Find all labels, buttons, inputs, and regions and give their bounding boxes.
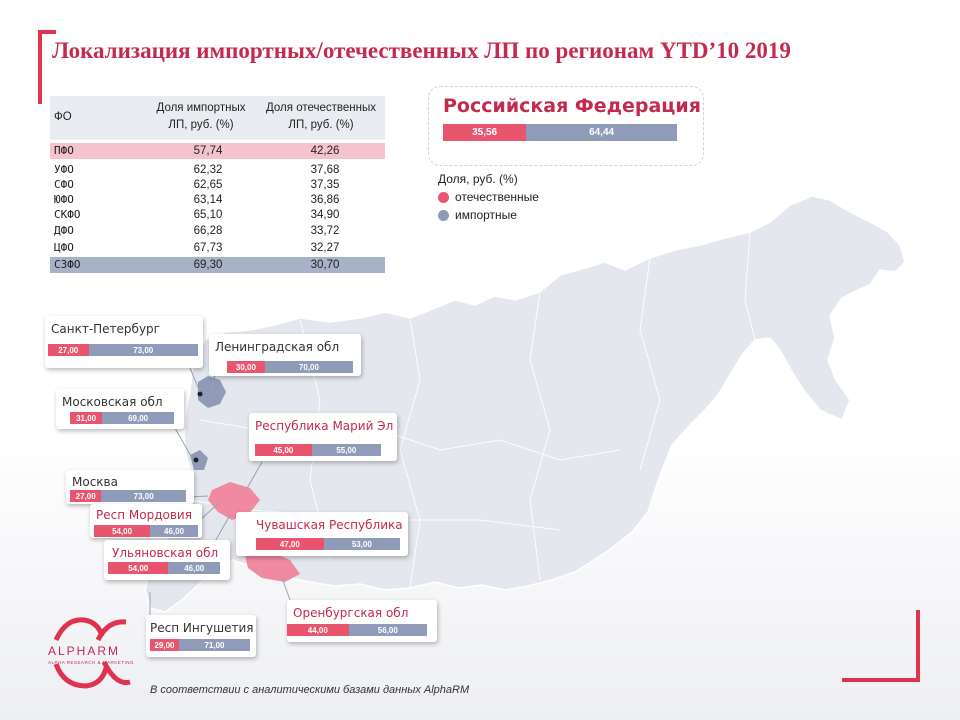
cell-fo: УФО <box>54 163 74 176</box>
callout-bar <box>287 624 427 636</box>
cell-domestic: 30,70 <box>310 259 340 271</box>
russia-title: Российская Федерация <box>443 95 701 117</box>
callout-domestic-segment: 30,00 <box>227 361 265 373</box>
domestic-dot-icon <box>438 192 449 203</box>
cell-imported: 62,65 <box>193 179 223 191</box>
callout-mosobl <box>56 389 184 429</box>
callout-imported-segment: 46,00 <box>150 525 198 537</box>
callout-label: Ульяновская обл <box>112 546 219 560</box>
legend-label-imported: импортные <box>455 208 517 222</box>
russia-share-bar <box>443 124 677 141</box>
table-row <box>50 192 385 208</box>
callout-imported-segment: 73,00 <box>89 344 199 356</box>
callout-bar <box>94 525 198 537</box>
callout-domestic-segment: 54,00 <box>108 562 168 574</box>
callout-bar <box>108 562 220 574</box>
callout-imported-segment: 46,00 <box>168 562 220 574</box>
cell-imported: 66,28 <box>193 225 223 237</box>
callout-imported-segment: 71,00 <box>179 639 250 651</box>
legend-label-domestic: отечественные <box>455 190 539 204</box>
callout-domestic-segment: 27,00 <box>70 490 101 502</box>
callout-lenobl <box>209 334 361 376</box>
callout-label: Респ Мордовия <box>96 508 192 522</box>
cell-fo: ПФО <box>54 144 74 157</box>
callout-label: Чувашская Республика <box>256 518 403 532</box>
callout-bar <box>48 344 198 356</box>
callout-bar <box>255 444 381 456</box>
callout-bar <box>256 538 400 550</box>
cell-fo: СКФО <box>54 208 81 221</box>
callout-imported-segment: 69,00 <box>102 412 174 424</box>
russia-imported-segment: 64,44 <box>526 124 677 141</box>
callout-ingushetia <box>146 615 256 657</box>
callout-bar <box>70 490 186 502</box>
cell-fo: ЦФО <box>54 241 74 254</box>
cell-fo: ЮФО <box>54 193 74 206</box>
callout-mordovia <box>90 504 202 538</box>
table-row <box>50 240 385 256</box>
callout-label: Оренбургская обл <box>293 606 409 620</box>
callout-label: Ленинградская обл <box>215 340 340 354</box>
legend-item-domestic <box>438 190 539 204</box>
cell-imported: 67,73 <box>193 242 223 254</box>
russia-summary-box <box>428 86 704 166</box>
callout-label: Респ Ингушетия <box>150 621 254 635</box>
cell-imported: 65,10 <box>193 209 223 221</box>
callout-imported-segment: 70,00 <box>265 361 353 373</box>
callout-domestic-segment: 54,00 <box>94 525 150 537</box>
cell-domestic: 32,27 <box>310 242 340 254</box>
table-row <box>50 162 385 178</box>
header-fo: ФО <box>54 111 72 123</box>
callout-chuvashia <box>236 512 408 556</box>
callout-domestic-segment: 44,00 <box>287 624 349 636</box>
callout-domestic-segment: 29,00 <box>150 639 179 651</box>
page-title: Локализация импортных/отечественных ЛП по регионам YTD’10 2019 <box>52 38 791 63</box>
table-row <box>50 257 385 273</box>
table-row <box>50 177 385 193</box>
table-row <box>50 223 385 239</box>
logo-subtitle: ALPHA RESEARCH & MARKETING <box>48 660 135 665</box>
cell-imported: 57,74 <box>193 145 223 157</box>
callout-imported-segment: 56,00 <box>349 624 427 636</box>
callout-bar <box>70 412 174 424</box>
moscow-marker <box>194 458 199 463</box>
legend <box>438 172 539 222</box>
callout-moscow <box>66 470 194 504</box>
cell-domestic: 34,90 <box>310 209 340 221</box>
cell-imported: 62,32 <box>193 164 223 176</box>
cell-imported: 69,30 <box>193 259 223 271</box>
russia-domestic-segment: 35,56 <box>443 124 526 141</box>
cell-domestic: 36,86 <box>310 194 340 206</box>
imported-dot-icon <box>438 210 449 221</box>
callout-domestic-segment: 47,00 <box>256 538 324 550</box>
table-row <box>50 143 385 159</box>
callout-imported-segment: 73,00 <box>101 490 186 502</box>
corner-frame-bottom-right <box>842 610 920 682</box>
table-header <box>50 96 385 140</box>
callout-spb <box>45 316 203 368</box>
cell-imported: 63,14 <box>193 194 223 206</box>
callout-label: Москва <box>72 475 118 489</box>
legend-title: Доля, руб. (%) <box>438 172 518 186</box>
callout-orenburg <box>287 600 437 642</box>
cell-fo: СФО <box>54 178 74 191</box>
cell-domestic: 37,68 <box>310 164 340 176</box>
callout-domestic-segment: 27,00 <box>48 344 89 356</box>
callout-label: Республика Марий Эл <box>255 419 394 433</box>
callout-ulyanovsk <box>104 540 230 580</box>
legend-item-imported <box>438 208 539 222</box>
spb-marker <box>198 392 203 397</box>
callout-label: Санкт-Петербург <box>51 322 160 336</box>
cell-domestic: 33,72 <box>310 225 340 237</box>
logo-text: ALPHARM <box>48 644 121 658</box>
footer-note: В соответствии с аналитическими базами данных AlphaRM <box>150 684 470 696</box>
header-imported: Доля импортных ЛП, руб. (%) <box>156 102 246 131</box>
callout-imported-segment: 53,00 <box>324 538 400 550</box>
cell-fo: ДФО <box>54 224 74 237</box>
header-domestic: Доля отечественных ЛП, руб. (%) <box>266 102 376 131</box>
callout-domestic-segment: 45,00 <box>255 444 312 456</box>
callout-domestic-segment: 31,00 <box>70 412 102 424</box>
cell-fo: СЗФО <box>54 258 81 271</box>
callout-bar <box>150 639 250 651</box>
cell-domestic: 42,26 <box>310 145 340 157</box>
callout-mariel <box>249 413 397 461</box>
table-row <box>50 207 385 223</box>
callout-label: Московская обл <box>62 395 163 409</box>
cell-domestic: 37,35 <box>310 179 340 191</box>
callout-imported-segment: 55,00 <box>312 444 381 456</box>
callout-bar <box>227 361 353 373</box>
